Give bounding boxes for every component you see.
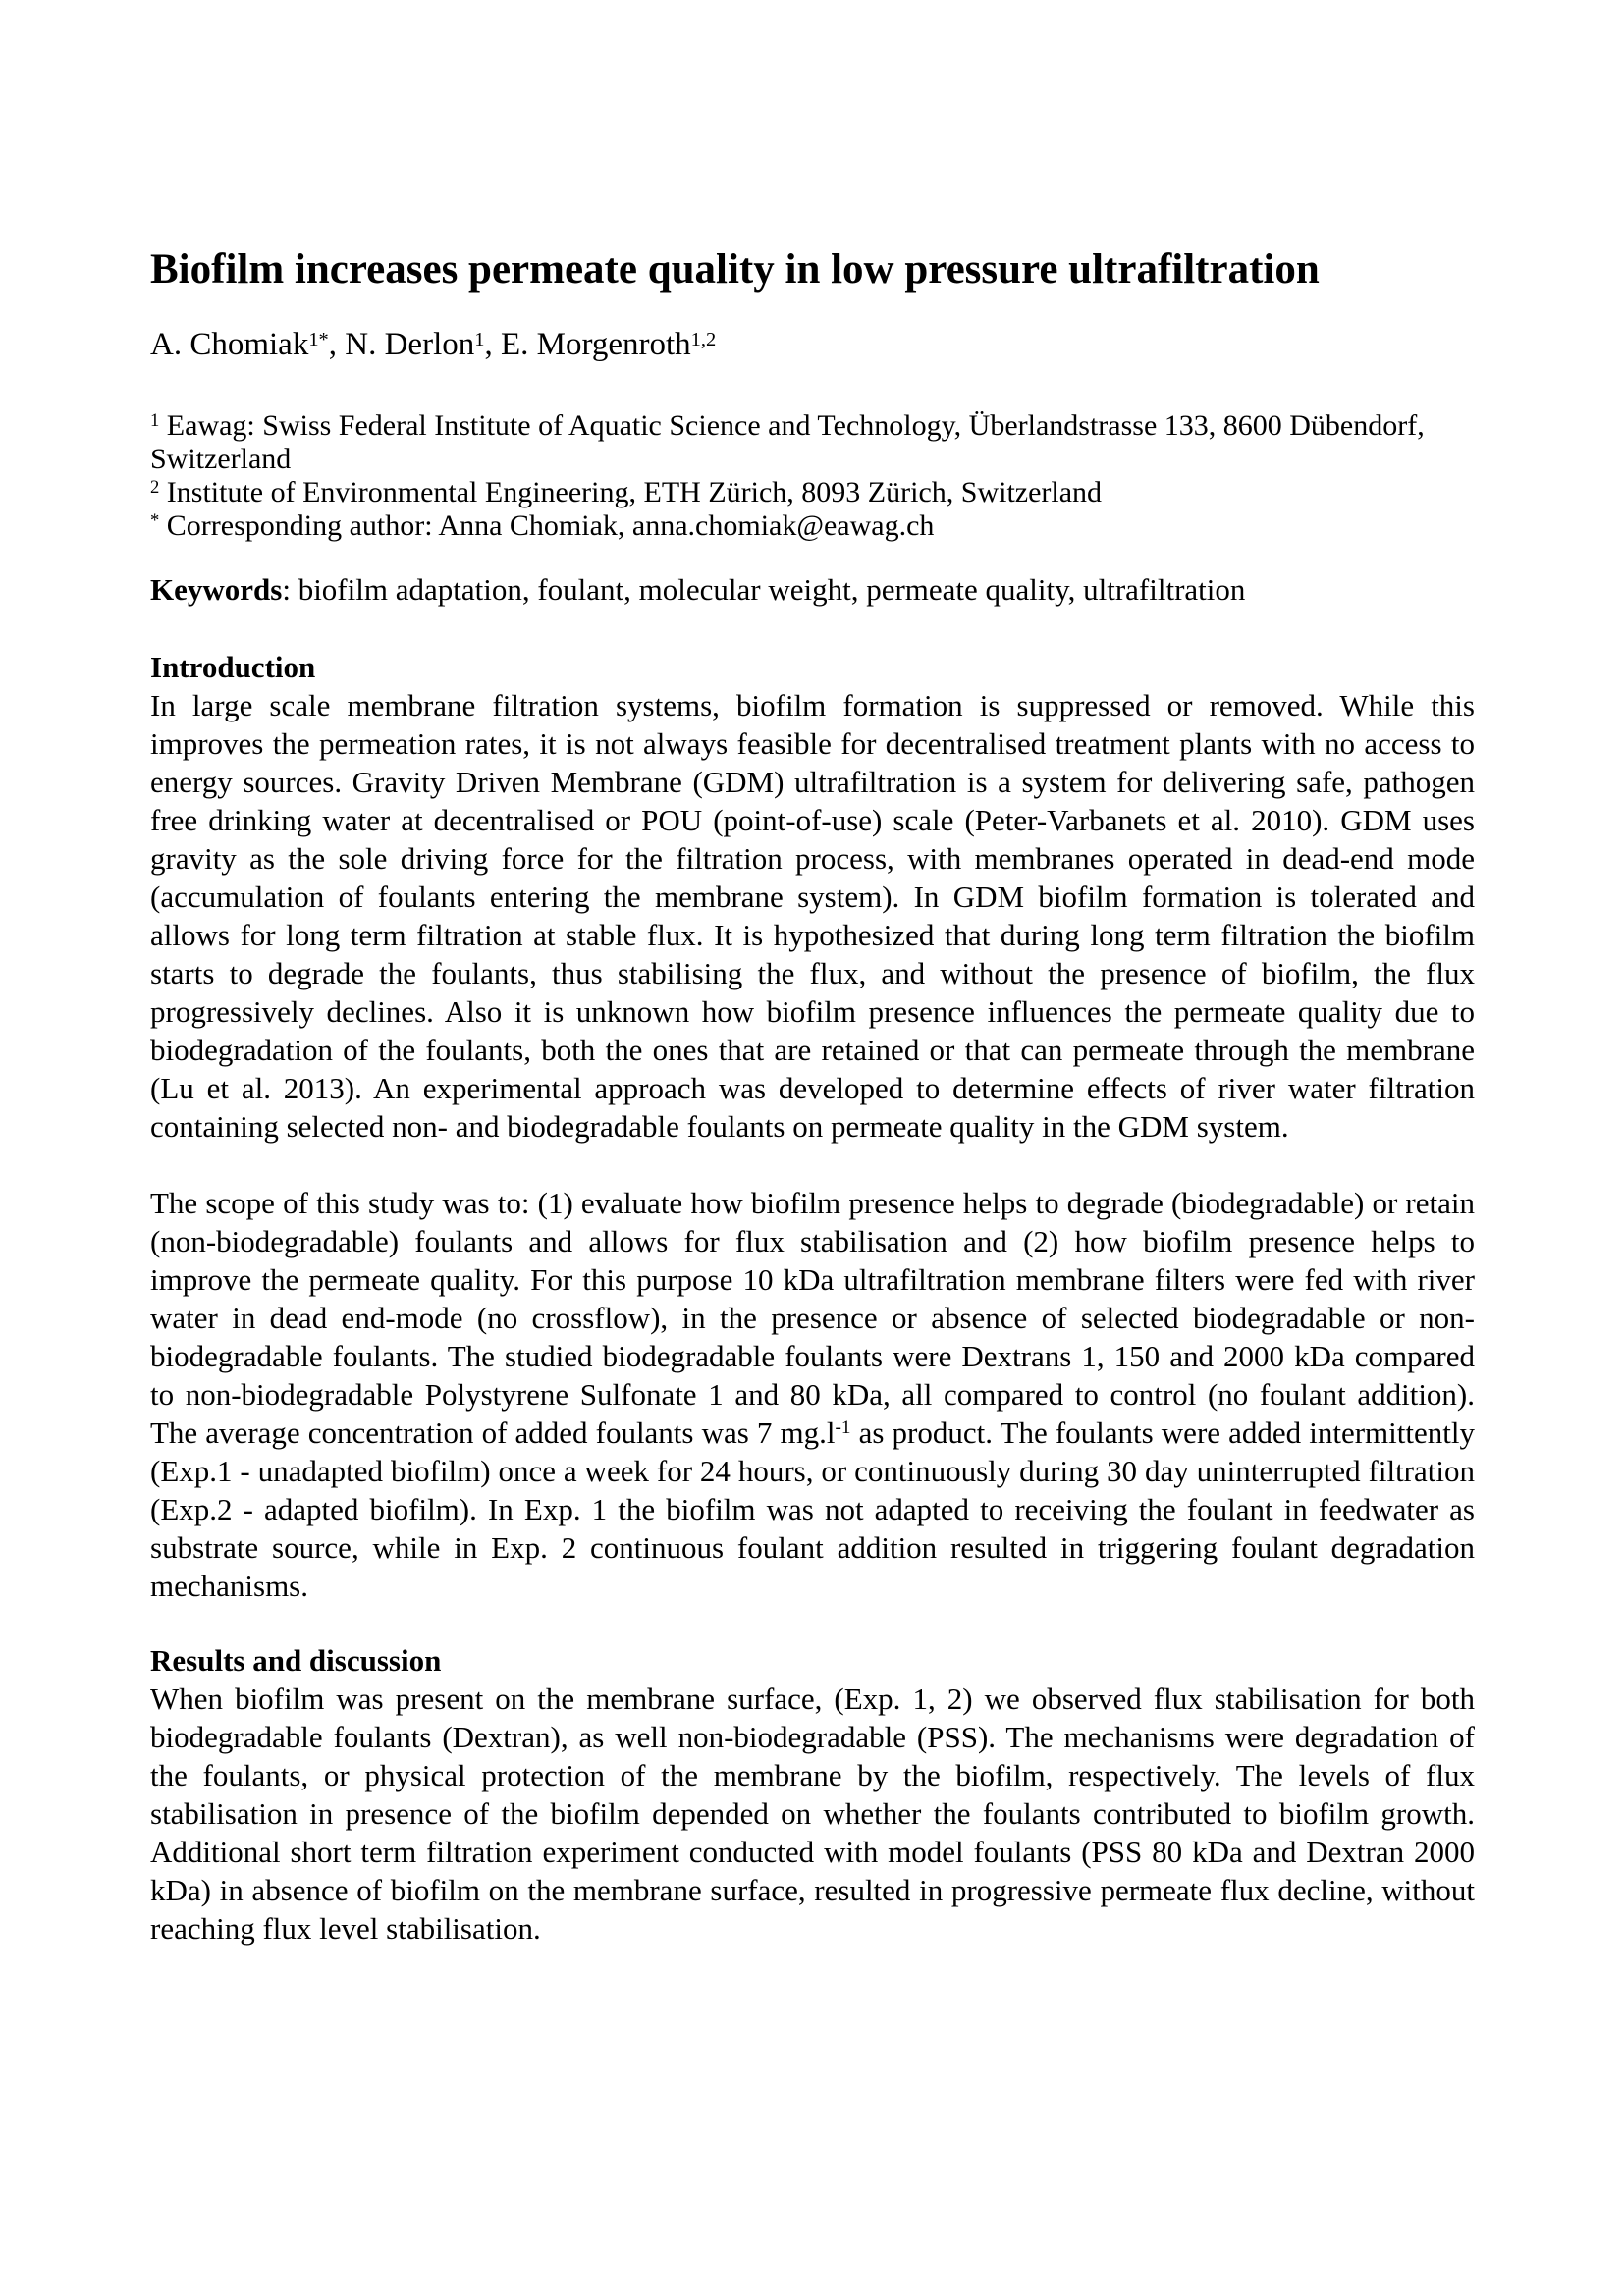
affiliation-text: Corresponding author: Anna Chomiak, anna.chomiak@eawag.ch <box>159 508 935 542</box>
affiliation-item <box>150 409 1475 476</box>
paper-title: Biofilm increases permeate quality in low pressure ultrafiltration <box>150 246 1320 293</box>
authors-line <box>150 325 1475 365</box>
keywords-label: Keywords <box>150 571 283 607</box>
section-heading-results: Results and discussion <box>150 1642 442 1678</box>
paragraph-scope <box>150 1184 1475 1605</box>
affiliation-text: Eawag: Swiss Federal Institute of Aquatic Science and Technology, Überlandstrasse 133, 8600 Dübendorf, Switzerland <box>150 408 1425 475</box>
affiliations-block <box>150 409 1475 543</box>
paragraph-results: When biofilm was present on the membrane surface, (Exp. 1, 2) we observed flux stabilisation for both biodegradable foulants (Dextran), as well non-biodegradable (PSS). The mechanisms were degradation of the foulants, or physical protection of the membrane by the biofilm, respectively. The levels of flux stabilisation in presence of the biofilm depended on whether the foulants contributed to biofilm growth. Additional short term filtration experiment conducted with model foulants (PSS 80 kDa and Dextran 2000 kDa) in absence of biofilm on the membrane surface, resulted in progressive permeate flux decline, without reaching flux level stabilisation. <box>150 1681 1475 1946</box>
keywords-text: : biofilm adaptation, foulant, molecular weight, permeate quality, ultrafiltration <box>282 571 1246 607</box>
affiliation-item <box>150 509 1475 543</box>
affiliation-item <box>150 476 1475 509</box>
affiliation-text: Institute of Environmental Engineering, ETH Zürich, 8093 Zürich, Switzerland <box>159 475 1103 508</box>
author-name: , N. Derlon <box>328 327 475 363</box>
author-affiliation-superscript: 1,2 <box>690 328 717 350</box>
keywords-line <box>150 570 1475 609</box>
paragraph-introduction: In large scale membrane filtration systems, biofilm formation is suppressed or removed. While this improves the permeation rates, it is not always feasible for decentralised treatment plants with no access to energy sources. Gravity Driven Membrane (GDM) ultrafiltration is a system for delivering safe, pathogen free drinking water at decentralised or POU (point-of-use) scale (Peter-Varbanets et al. 2010). GDM uses gravity as the sole driving force for the filtration process, with membranes operated in dead-end mode (accumulation of foulants entering the membrane system). In GDM biofilm formation is tolerated and allows for long term filtration at stable flux. It is hypothesized that during long term filtration the biofilm starts to degrade the foulants, thus stabilising the flux, and without the presence of biofilm, the flux progressively declines. Also it is unknown how biofilm presence influences the permeate quality due to biodegradation of the foulants, both the ones that are retained or that can permeate through the membrane (Lu et al. 2013). An experimental approach was developed to determine effects of river water filtration containing selected non- and biodegradable foulants on permeate quality in the GDM system. <box>150 687 1475 1144</box>
author-affiliation-superscript: 1* <box>308 328 329 350</box>
superscript-minus-one: -1 <box>835 1417 851 1439</box>
author-name: A. Chomiak <box>150 327 309 363</box>
affiliation-marker: 1 <box>150 409 160 431</box>
paragraph-scope-text: The scope of this study was to: (1) evaluate how biofilm presence helps to degrade (biodegradable) or retain (non-biodegradable) foulants and allows for flux stabilisation and (2) how biofilm presence helps to improve the permeate quality. For this purpose 10 kDa ultrafiltration membrane filters were fed with river water in dead end-mode (no crossflow), in the presence or absence of selected biodegradable or non-biodegradable foulants. The studied biodegradable foulants were Dextrans 1, 150 and 2000 kDa compared to non-biodegradable Polystyrene Sulfonate 1 and 80 kDa, all compared to control (no foulant addition). The average concentration of added foulants was 7 mg.l <box>150 1185 1475 1450</box>
affiliation-marker: 2 <box>150 476 160 498</box>
paragraph-scope-text: as product. The foulants were added intermittently (Exp.1 - unadapted biofilm) once a week for 24 hours, or continuously during 30 day uninterrupted filtration (Exp.2 - adapted biofilm). In Exp. 1 the biofilm was not adapted to receiving the foulant in feedwater as substrate source, while in Exp. 2 continuous foulant addition resulted in triggering foulant degradation mechanisms. <box>150 1415 1475 1603</box>
section-heading-introduction: Introduction <box>150 649 316 684</box>
author-affiliation-superscript: 1 <box>474 328 485 350</box>
section-spacer <box>150 1605 1475 1641</box>
paragraph-spacer <box>150 1146 1475 1184</box>
author-name: , E. Morgenroth <box>484 327 691 363</box>
affiliation-marker: * <box>150 509 160 531</box>
